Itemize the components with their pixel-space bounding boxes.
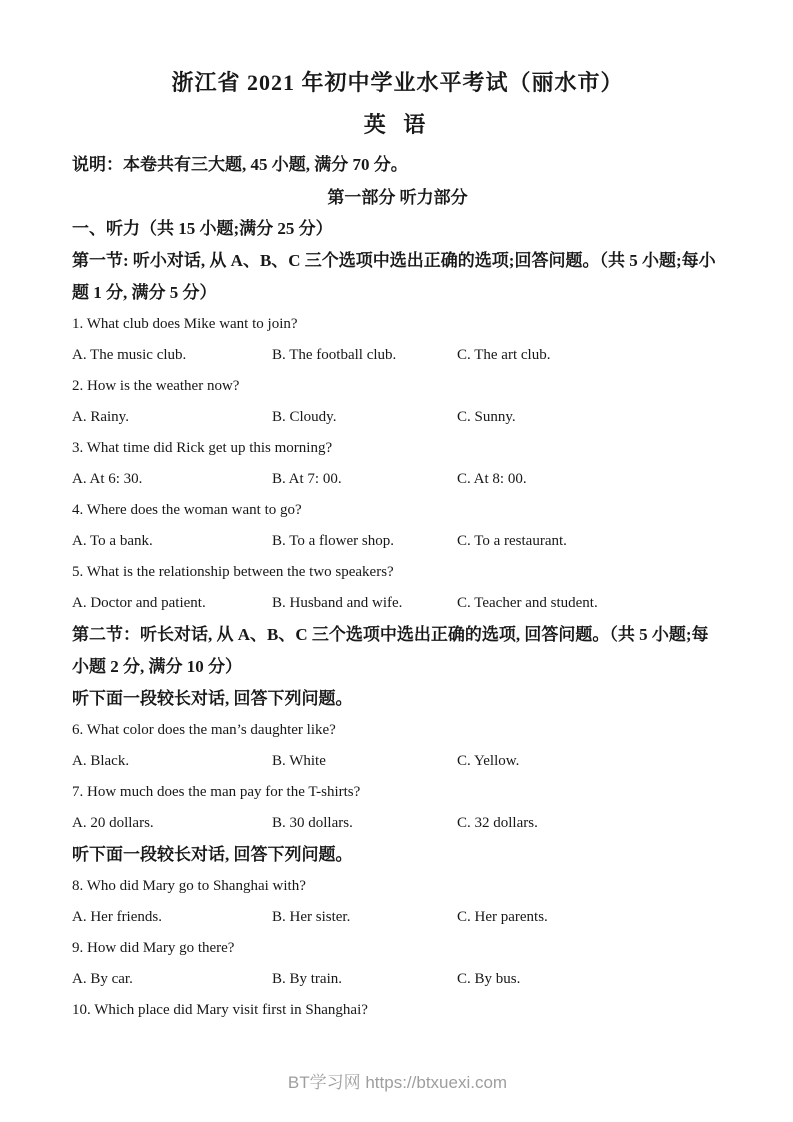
options-row (72, 526, 723, 557)
question-block-2 (72, 371, 723, 433)
exam-note: 说明：本卷共有三大题, 45 小题, 满分 70 分。 (72, 155, 408, 174)
question-text: 10. Which place did Mary visit first in Shanghai? (72, 1002, 368, 1018)
question-block-3 (72, 433, 723, 495)
option-a: A. Black. (72, 753, 130, 769)
option-a: A. Her friends. (72, 909, 162, 925)
options-row (72, 808, 723, 839)
section1-instructions: 第一节: 听小对话, 从 A、B、C 三个选项中选出正确的选项;回答问题。（共 5 小题;每小题 1 分, 满分 5 分） (72, 251, 716, 302)
option-c: C. 32 dollars. (457, 815, 538, 831)
option-b: B. Husband and wife. (272, 595, 403, 611)
option-c: C. To a restaurant. (457, 533, 567, 549)
option-b: B. White (272, 753, 326, 769)
option-c: C. Yellow. (457, 753, 520, 769)
question-block-5 (72, 557, 723, 619)
question-text: 8. Who did Mary go to Shanghai with? (72, 878, 306, 894)
watermark-footer: BT学习网 https://btxuexi.com (287, 1073, 508, 1092)
question-text: 7. How much does the man pay for the T-shirts? (72, 784, 361, 800)
question-text: 3. What time did Rick get up this morning? (72, 440, 333, 456)
options-row (72, 402, 723, 433)
question-text: 1. What club does Mike want to join? (72, 316, 298, 332)
options-row (72, 588, 723, 619)
option-c: C. At 8: 00. (457, 471, 527, 487)
question-text: 9. How did Mary go there? (72, 940, 235, 956)
dialog2-intro: 听下面一段较长对话, 回答下列问题。 (72, 845, 353, 864)
options-row (72, 902, 723, 933)
page-title: 浙江省 2021 年初中学业水平考试（丽水市） (171, 70, 624, 95)
subject-title: 英 语 (363, 112, 432, 137)
option-c: C. By bus. (457, 971, 521, 987)
option-c: C. Sunny. (457, 409, 516, 425)
option-c: C. Teacher and student. (457, 595, 598, 611)
option-b: B. By train. (272, 971, 342, 987)
question-text: 5. What is the relationship between the two speakers? (72, 564, 394, 580)
question-block-9 (72, 933, 723, 995)
question-text: 2. How is the weather now? (72, 378, 240, 394)
option-a: A. At 6: 30. (72, 471, 143, 487)
option-b: B. 30 dollars. (272, 815, 353, 831)
option-b: B. Her sister. (272, 909, 351, 925)
question-block-10 (72, 995, 723, 1026)
question-block-4 (72, 495, 723, 557)
option-a: A. By car. (72, 971, 133, 987)
options-row (72, 340, 723, 371)
options-row (72, 746, 723, 777)
section2-instructions: 第二节：听长对话, 从 A、B、C 三个选项中选出正确的选项, 回答问题。（共 5 小题;每小题 2 分, 满分 10 分） (72, 625, 709, 676)
option-c: C. The art club. (457, 347, 551, 363)
option-b: B. To a flower shop. (272, 533, 394, 549)
question-text: 4. Where does the woman want to go? (72, 502, 302, 518)
options-row (72, 464, 723, 495)
option-c: C. Her parents. (457, 909, 548, 925)
option-a: A. The music club. (72, 347, 187, 363)
option-a: A. 20 dollars. (72, 815, 154, 831)
option-a: A. To a bank. (72, 533, 153, 549)
option-b: B. Cloudy. (272, 409, 337, 425)
options-row (72, 964, 723, 995)
question-block-6 (72, 715, 723, 777)
part1-heading: 第一部分 听力部分 (327, 188, 468, 207)
question-text: 6. What color does the man’s daughter like? (72, 722, 336, 738)
question-block-1 (72, 309, 723, 371)
option-a: A. Rainy. (72, 409, 129, 425)
option-a: A. Doctor and patient. (72, 595, 206, 611)
option-b: B. At 7: 00. (272, 471, 342, 487)
dialog1-intro: 听下面一段较长对话, 回答下列问题。 (72, 689, 353, 708)
option-b: B. The football club. (272, 347, 397, 363)
listening-section-heading: 一、听力（共 15 小题;满分 25 分） (72, 219, 333, 238)
question-block-7 (72, 777, 723, 839)
question-block-8 (72, 871, 723, 933)
